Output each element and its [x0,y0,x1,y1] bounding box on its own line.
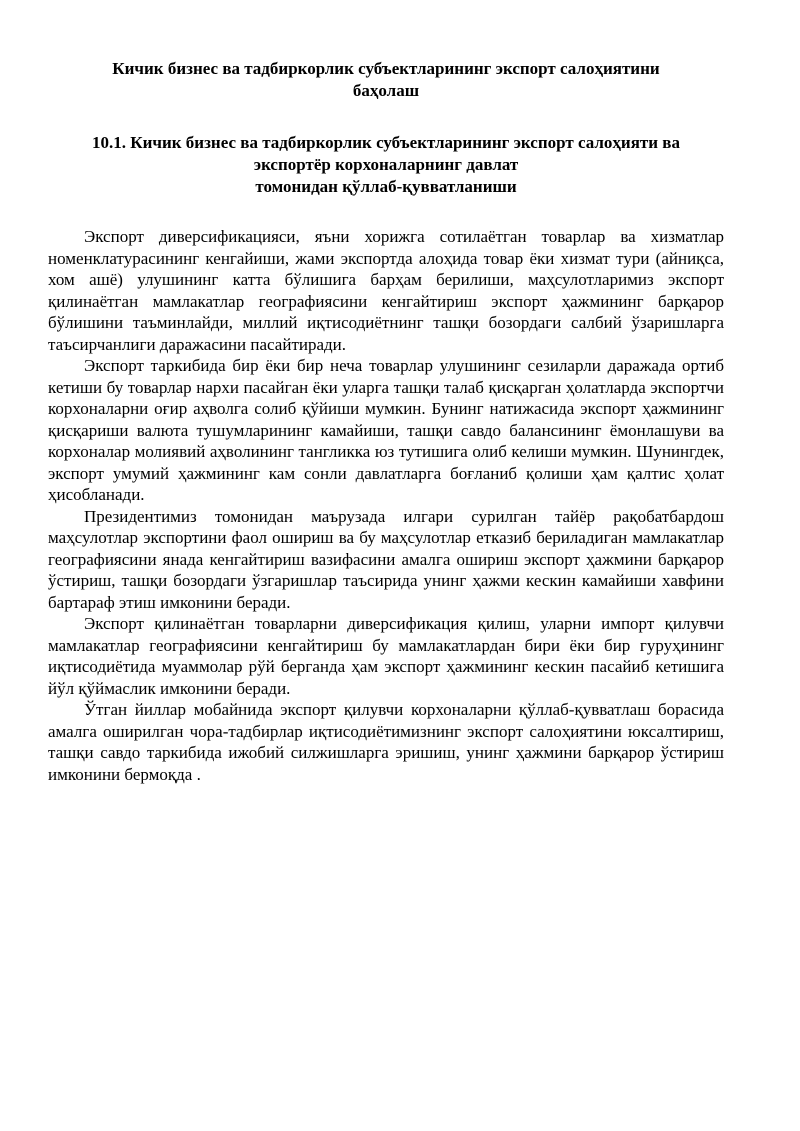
document-title [48,58,724,102]
document-page [48,58,724,785]
body-paragraph: Экспорт қилинаётган товарларни диверсификация қилиш, уларни импорт қилувчи мамлакатлар географиясини кенгайтириш бу мамлакатлардан бири ёки бир гуруҳининг иқтисодиётида муаммолар рўй берганда ҳам экспорт ҳажмининг кескин пасайиб кетишига йўл қўймаслик имконини беради. [48,614,724,698]
body-paragraph: Ўтган йиллар мобайнида экспорт қилувчи корхоналарни қўллаб-қувватлаш борасида амалга оширилган чора-тадбирлар иқтисодиётимизнинг экспорт салоҳиятини юксалтириш, ташқи савдо таркибида ижобий силжишларга эришиш, унинг ҳажмини барқарор ўстириш имконини бермоқда . [48,700,724,784]
section-heading-line: экспортёр корхоналарнинг давлат [253,155,519,174]
body-paragraph: Экспорт таркибида бир ёки бир неча товарлар улушининг сезиларли даражада ортиб кетиши бу товарлар нархи пасайган ёки уларга ташқи талаб қисқарган ҳолатларда экспортчи корхоналарни оғир аҳволга солиб қўйиши мумкин. Бунинг натижасида экспорт ҳажмининг қисқариши валюта тушумларининг камайиши, ташқи савдо балансининг ёмонлашуви ва корхоналар молиявий аҳволининг тангликка юз тутишига олиб келиши мумкин. Шунингдек, экспорт умумий ҳажмининг кам сонли давлатларга боғланиб қолиши ҳам қалтис ҳолат ҳисобланади. [48,356,724,504]
document-body [48,226,724,785]
section-heading-line: 10.1. Кичик бизнес ва тадбиркорлик субъектларининг экспорт салоҳияти ва [92,133,680,152]
section-heading [48,132,724,198]
document-title-line: баҳолаш [352,81,420,100]
body-paragraph: Президентимиз томонидан маърузада илгари сурилган тайёр рақобатбардош маҳсулотлар экспортини фаол ошириш ва бу маҳсулотлар етказиб бериладиган мамлакатлар географиясини янада кенгайтириш вазифасини амалга ошириш экспорт ҳажмини барқарор ўстириш, ташқи бозордаги ўзгаришлар таъсирида унинг ҳажми кескин камайиши хавфини бартараф этиш имконини беради. [48,506,724,612]
body-paragraph: Экспорт диверсификацияси, яъни хорижга сотилаётган товарлар ва хизматлар номенклатурасининг кенгайиши, жами экспортда алоҳида товар ёки хизмат тури (айниқса, хом ашё) улушининг катта бўлишига барҳам берилиши, маҳсулотларимиз экспорт қилинаётган мамлакатлар географиясини кенгайтириш экспорт ҳажмининг барқарор бўлишини таъминлайди, миллий иқтисодиётнинг ташқи бозордаги салбий ўзаришларга таъсирчанлиги даражасини пасайтиради. [48,227,724,354]
document-title-line: Кичик бизнес ва тадбиркорлик субъектларининг экспорт салоҳиятини [112,59,660,78]
section-heading-line: томонидан қўллаб-қувватланиши [255,177,517,196]
